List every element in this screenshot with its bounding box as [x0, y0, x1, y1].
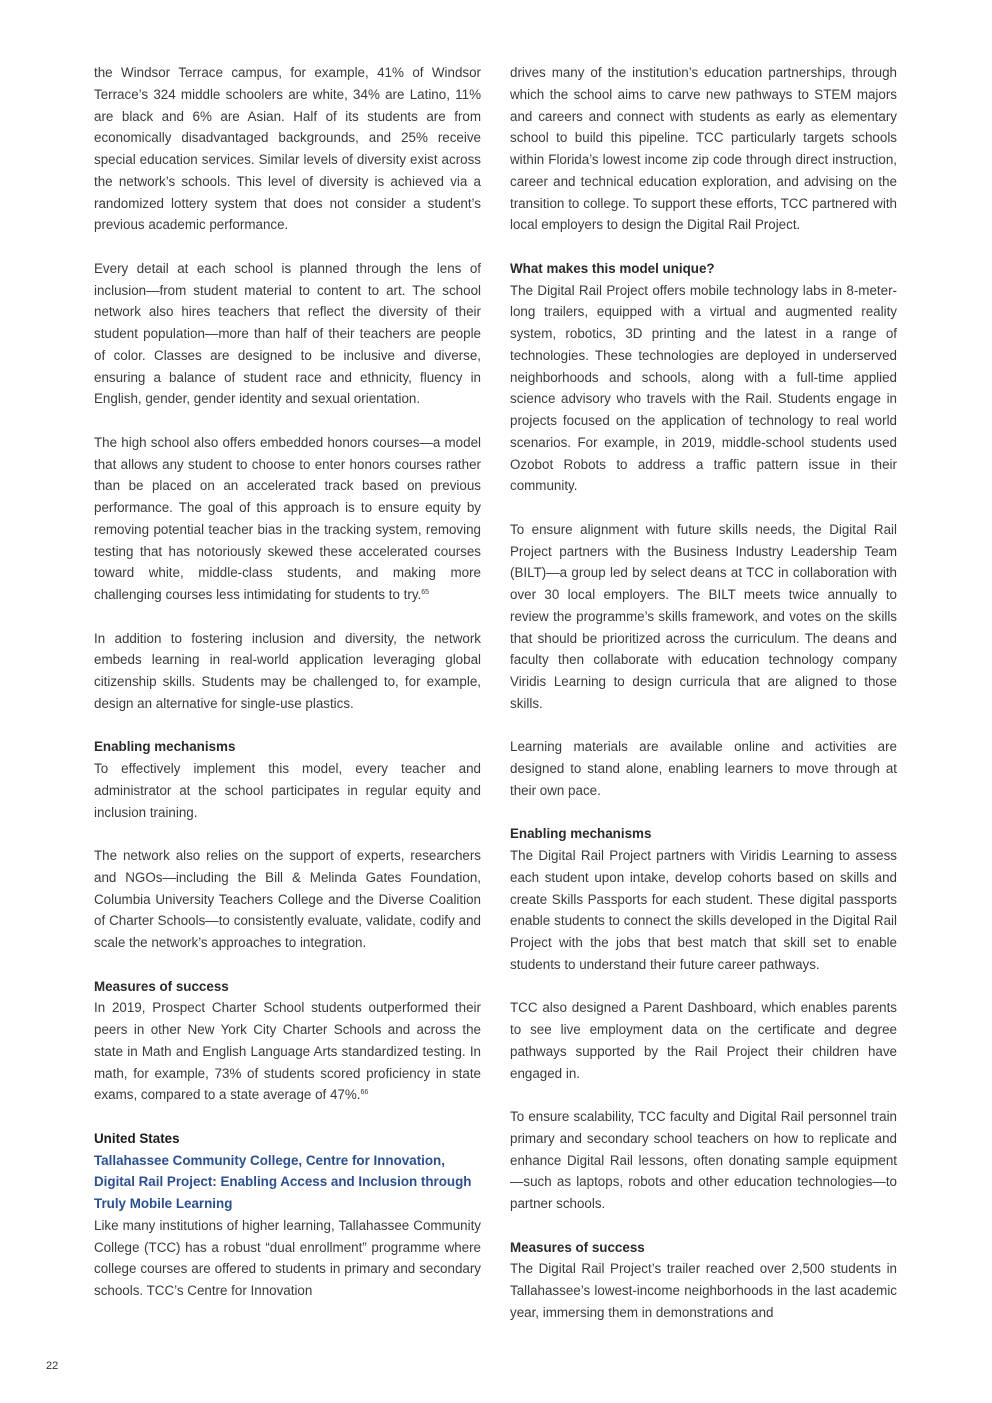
case-study-title: Tallahassee Community College, Centre for Innovation, Digital Rail Project: Enabling Access and Inclusion through Truly Mobile Learning	[94, 1152, 472, 1211]
paragraph: The Digital Rail Project’s trailer reached over 2,500 students in Tallahassee’s lowest-income neighborhoods in the last academic year, immersing them in demonstrations and	[510, 1261, 897, 1320]
paragraph: The Digital Rail Project partners with Viridis Learning to assess each student upon intake, develop cohorts based on skills and create Skills Passports for each student. These digital passports enable students to connect the skills developed in the Digital Rail Project with the jobs that best match that skill set to enable students to understand their future career pathways.	[510, 848, 897, 972]
paragraph: To effectively implement this model, every teacher and administrator at the school participates in regular equity and inclusion training.	[94, 761, 481, 820]
page-number: 22	[46, 1360, 59, 1372]
footnote-ref[interactable]: 66	[360, 1089, 369, 1097]
paragraph: In addition to fostering inclusion and diversity, the network embeds learning in real-world application leveraging global citizenship skills. Students may be challenged to, for example, design an alternative for single-use plastics.	[94, 630, 481, 711]
section-heading: What makes this model unique?	[510, 260, 715, 276]
left-column	[94, 62, 481, 1302]
paragraph: Like many institutions of higher learning, Tallahassee Community College (TCC) has a robust “dual enrollment” programme where college courses are offered to students in primary and secondary schools. TCC’s Centre for Innovation	[94, 1217, 481, 1298]
paragraph: The Digital Rail Project offers mobile technology labs in 8-meter-long trailers, equipped with a virtual and augmented reality system, robotics, 3D printing and the latest in a range of technologies. These technologies are deployed in underserved neighborhoods and schools, along with a full-time applied science advisory who travels with the Rail. Students engage in projects focused on the application of technology to real world scenarios. For example, in 2019, middle-school students used Ozobot Robots to address a traffic pattern issue in their community.	[510, 282, 897, 494]
section-heading: Measures of success	[94, 978, 229, 994]
country-heading: United States	[94, 1130, 180, 1146]
paragraph: To ensure alignment with future skills needs, the Digital Rail Project partners with the Business Industry Leadership Team (BILT)—a group led by select deans at TCC in collaboration with over 30 local employers. The BILT meets twice annually to review the programme’s skills framework, and votes on the skills that should be prioritized across the curriculum. The deans and faculty then collaborate with education technology company Viridis Learning to design curricula that are aligned to those skills.	[510, 521, 897, 711]
section-heading: Measures of success	[510, 1239, 645, 1255]
paragraph: To ensure scalability, TCC faculty and Digital Rail personnel train primary and secondary school teachers on how to replicate and enhance Digital Rail lessons, often donating sample equipment—such as laptops, robots and other education technologies—to partner schools.	[510, 1109, 897, 1211]
paragraph: drives many of the institution’s education partnerships, through which the school aims to carve new pathways to STEM majors and careers and connect with students as early as elementary school to build this pipeline. TCC particularly targets schools within Florida’s lowest income zip code through direct instruction, career and technical education exploration, and advising on the transition to college. To support these efforts, TCC partnered with local employers to design the Digital Rail Project.	[510, 65, 897, 233]
paragraph: the Windsor Terrace campus, for example, 41% of Windsor Terrace’s 324 middle schoolers are white, 34% are Latino, 11% are black and 6% are Asian. Half of its students are from economically disadvantaged backgrounds, and 25% receive special education services. Similar levels of diversity exist across the network’s schools. This level of diversity is achieved via a randomized lottery system that does not consider a student’s previous academic performance.	[94, 65, 481, 233]
section-heading: Enabling mechanisms	[94, 739, 236, 755]
section-heading: Enabling mechanisms	[510, 826, 652, 842]
paragraph: Learning materials are available online and activities are designed to stand alone, enabling learners to move through at their own pace.	[510, 739, 897, 798]
paragraph-text: In 2019, Prospect Charter School students outperformed their peers in other New York City Charter Schools and across the state in Math and English Language Arts standardized testing. In math, for example, 73% of students scored proficiency in state exams, compared to a state average of 47%.	[94, 1000, 481, 1103]
paragraph	[94, 997, 481, 1106]
paragraph-text: The high school also offers embedded honors courses—a model that allows any student to choose to enter honors courses rather than be placed on an accelerated track based on previous performance. The goal of this approach is to ensure equity by removing potential teacher bias in the tracking system, removing testing that has notoriously skewed these accelerated courses toward white, middle-class students, and making more challenging courses less intimidating for students to try.	[94, 434, 481, 602]
paragraph	[94, 432, 481, 606]
footnote-ref[interactable]: 65	[421, 589, 430, 596]
paragraph: The network also relies on the support of experts, researchers and NGOs—including the Bill & Melinda Gates Foundation, Columbia University Teachers College and the Diverse Coalition of Charter Schools—to consistently evaluate, validate, codify and scale the network’s approaches to integration.	[94, 848, 481, 950]
paragraph: Every detail at each school is planned through the lens of inclusion—from student material to content to art. The school network also hires teachers that reflect the diversity of their student population—more than half of their teachers are people of color. Classes are designed to be inclusive and diverse, ensuring a balance of student race and ethnicity, fluency in English, gender, gender identity and sexual orientation.	[94, 260, 481, 407]
paragraph: TCC also designed a Parent Dashboard, which enables parents to see live employment data on the certificate and degree pathways supported by the Rail Project their children have engaged in.	[510, 1000, 897, 1081]
right-column	[510, 62, 897, 1324]
